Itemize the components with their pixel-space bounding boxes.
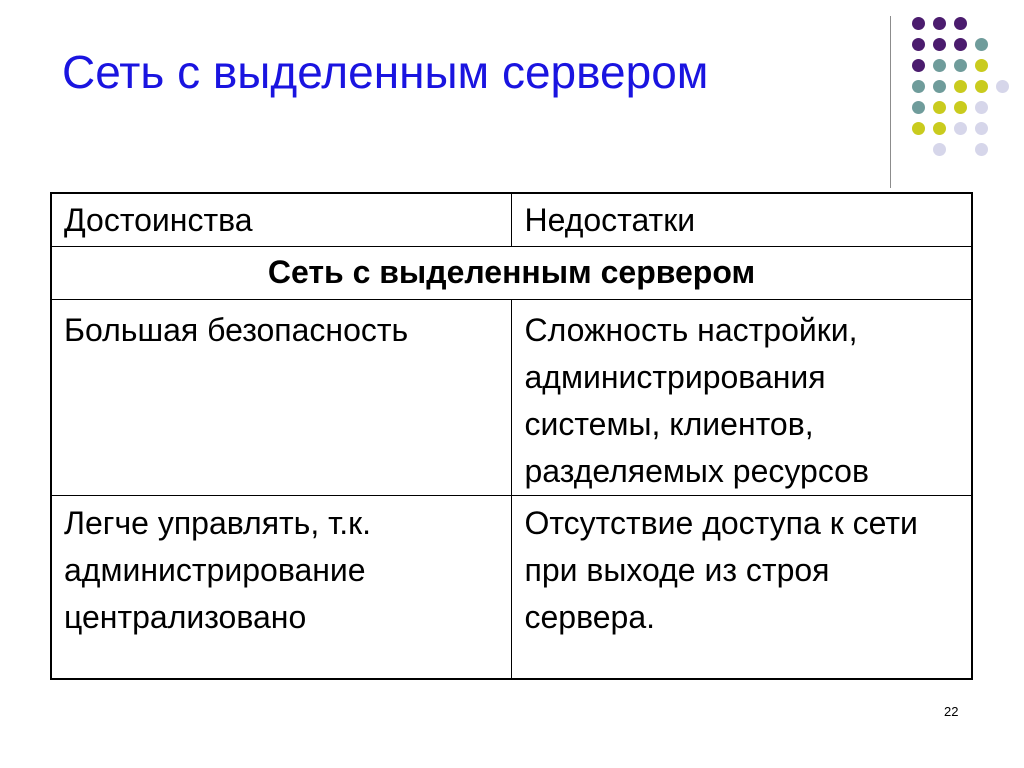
header-advantages: Достоинства (51, 193, 512, 246)
teal-dot (975, 38, 988, 51)
olive-dot (933, 101, 946, 114)
table-header-row (51, 193, 972, 246)
olive-dot (954, 101, 967, 114)
olive-dot (975, 59, 988, 72)
teal-dot (933, 80, 946, 93)
table-section-row (51, 246, 972, 299)
lavender-dot (975, 143, 988, 156)
purple-dot (912, 38, 925, 51)
page-number: 22 (944, 704, 959, 719)
lavender-dot (933, 143, 946, 156)
olive-dot (933, 122, 946, 135)
olive-dot (912, 122, 925, 135)
comparison-table (50, 192, 973, 680)
disadvantage-cell: Отсутствие доступа к сети при выходе из строя сервера. (512, 495, 972, 679)
section-label: Сеть с выделенным сервером (51, 246, 972, 299)
table-row (51, 495, 972, 679)
purple-dot (912, 59, 925, 72)
olive-dot (975, 80, 988, 93)
teal-dot (933, 59, 946, 72)
advantage-cell: Большая безопасность (51, 299, 512, 495)
lavender-dot (975, 101, 988, 114)
purple-dot (933, 17, 946, 30)
table-row (51, 299, 972, 495)
teal-dot (912, 101, 925, 114)
lavender-dot (975, 122, 988, 135)
divider-line (890, 16, 891, 188)
teal-dot (912, 80, 925, 93)
purple-dot (933, 38, 946, 51)
lavender-dot (954, 122, 967, 135)
purple-dot (954, 38, 967, 51)
slide-title: Сеть с выделенным сервером (62, 46, 709, 98)
lavender-dot (996, 80, 1009, 93)
disadvantage-cell: Сложность настройки, администрирования системы, клиентов, разделяемых ресурсов (512, 299, 972, 495)
purple-dot (912, 17, 925, 30)
header-disadvantages: Недостатки (512, 193, 972, 246)
olive-dot (954, 80, 967, 93)
purple-dot (954, 17, 967, 30)
teal-dot (954, 59, 967, 72)
advantage-cell: Легче управлять, т.к. администрирование централизовано (51, 495, 512, 679)
